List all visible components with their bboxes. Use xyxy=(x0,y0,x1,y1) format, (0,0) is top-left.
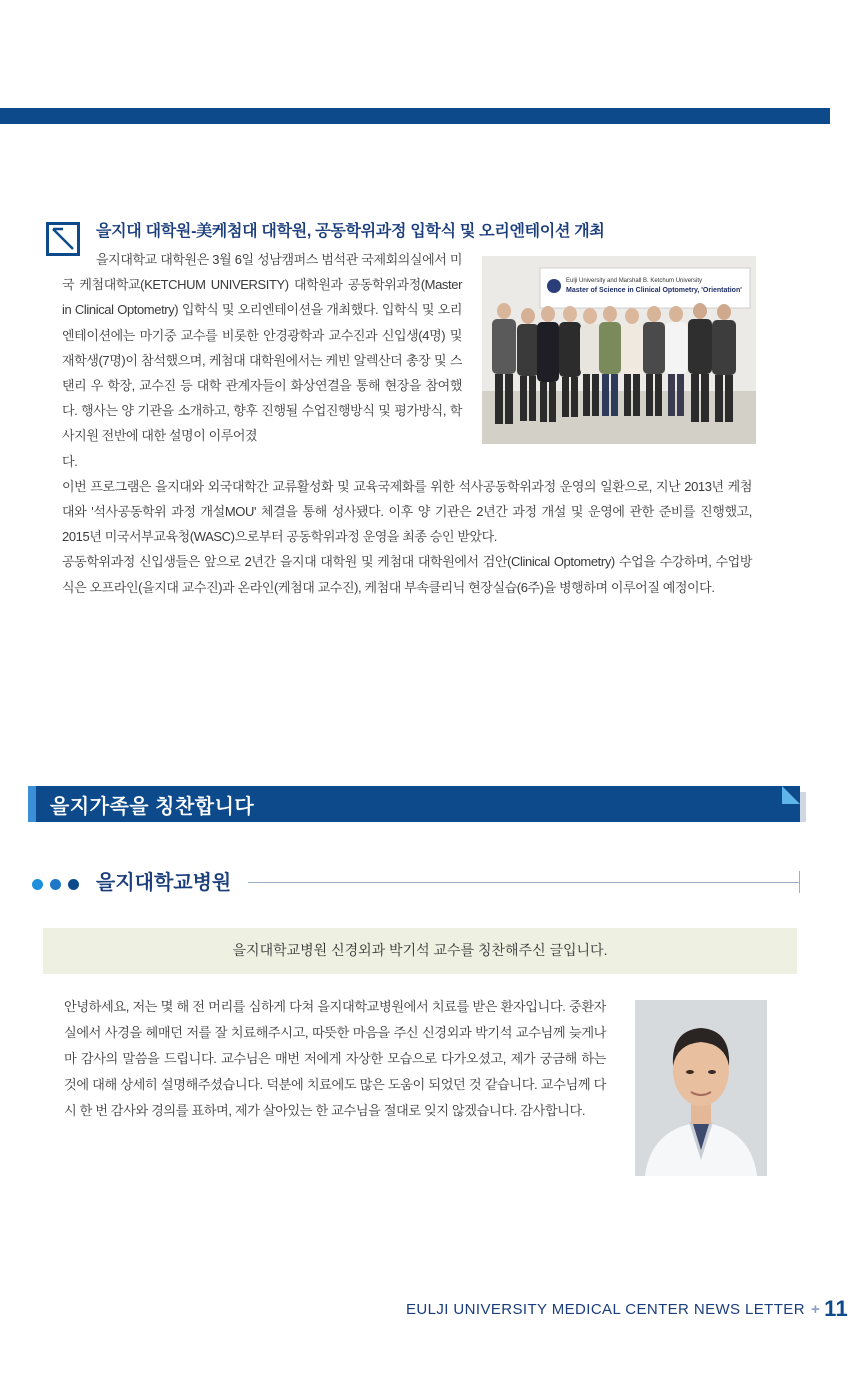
top-color-bar xyxy=(0,108,830,124)
praise-letter: 안녕하세요, 저는 몇 해 전 머리를 심하게 다쳐 을지대학교병원에서 치료를 받은 환자입니다. 중환자실에서 사경을 헤매던 저를 잘 치료해주시고, 따뜻한 마음을 주신 신경외과 박기석 교수님께 늦게나마 감사의 말씀을 드립니다. 교수님은 매번 저에게 자상한 모습으로 다가오셨고, 제가 궁금해 하는 것에 대해 상세히 설명해주셨습니다. 덕분에 치료에도 많은 도움이 되었던 것 같습니다. 교수님께 다시 한 번 감사와 경의를 표하며, 제가 살아있는 한 교수님을 절대로 잊지 않겠습니다. 감사합니다. xyxy=(64,999,606,1118)
article-paragraph-1: 을지대학교 대학원은 3월 6일 성남캠퍼스 범석관 국제회의실에서 미국 케첨대학교(KETCHUM UNIVERSITY) 대학원과 공동학위과정(Master in Clinical Optometry) 입학식 및 오리엔테이션을 개최했다. 입학식 및 오리엔테이션에는 마기중 교수를 비롯한 안경광학과 교수진과 신입생(4명) 및 재학생(7명)이 참석했으며, 케첨대 대학원에서는 케빈 알렉산더 총장 및 스탠리 우 학장, 교수진 등 대학 관계자들이 화상연결을 통해 현장을 참여했다. 행사는 양 기관을 소개하고, 향후 진행될 수업진행방식 및 평가방식, 학사지원 전반에 대한 설명이 이루어졌 xyxy=(62,252,462,444)
heading-divider-end xyxy=(799,871,800,893)
section-banner-fold xyxy=(782,786,800,804)
dot-icon xyxy=(50,879,61,890)
heading-divider xyxy=(248,882,800,883)
praise-heading: 을지대학교병원 신경외과 박기석 교수를 칭찬해주신 글입니다. xyxy=(232,942,608,958)
photo-banner-line2: Master of Science in Clinical Optometry, 'Orientation' xyxy=(566,287,742,294)
section-banner-shadow xyxy=(800,792,806,822)
photo-banner-line1: Eulji University and Marshall B. Ketchum University xyxy=(566,278,703,284)
page-number: 11 xyxy=(824,1296,848,1321)
article-paragraph-2: 이번 프로그램은 을지대와 외국대학간 교류활성화 및 교육국제화를 위한 석사공동학위과정 운영의 일환으로, 지난 2013년 케첨대와 '석사공동학위 과정 개설MOU' 체결을 통해 성사됐다. 이후 양 기관은 2년간 과정 개설 및 운영에 관한 준비를 진행했고, 2015년 미국서부교육청(WASC)으로부터 공동학위과정 운영을 최종 승인 받았다. xyxy=(62,478,752,545)
article-title: 을지대 대학원-美케첨대 대학원, 공동학위과정 입학식 및 오리엔테이션 개최 xyxy=(96,223,605,240)
hospital-title: 을지대학교병원 xyxy=(96,872,232,894)
article-body xyxy=(62,247,752,600)
dot-icon xyxy=(68,879,79,890)
heading-dots xyxy=(32,876,86,894)
section-title: 을지가족을 칭찬합니다 xyxy=(50,796,255,818)
article-paragraph-1-tail: 다. xyxy=(62,453,78,469)
article-paragraph-3: 공동학위과정 신입생들은 앞으로 2년간 을지대 대학원 및 케첨대 대학원에서 검안(Clinical Optometry) 수업을 수강하며, 수업방식은 오프라인(을지대 교수진)과 온라인(케첨대 교수진), 케첨대 부속클리닉 현장실습(6주)을 병행하며 이루어질 예정이다. xyxy=(62,554,752,595)
professor-portrait xyxy=(635,1000,767,1176)
footer-plus: + xyxy=(810,1301,821,1318)
footer-newsletter-name: EULJI UNIVERSITY MEDICAL CENTER NEWS LETTER xyxy=(406,1301,805,1318)
section-banner-accent xyxy=(28,786,36,822)
dot-icon xyxy=(32,879,43,890)
newsletter-footer xyxy=(406,1296,848,1322)
